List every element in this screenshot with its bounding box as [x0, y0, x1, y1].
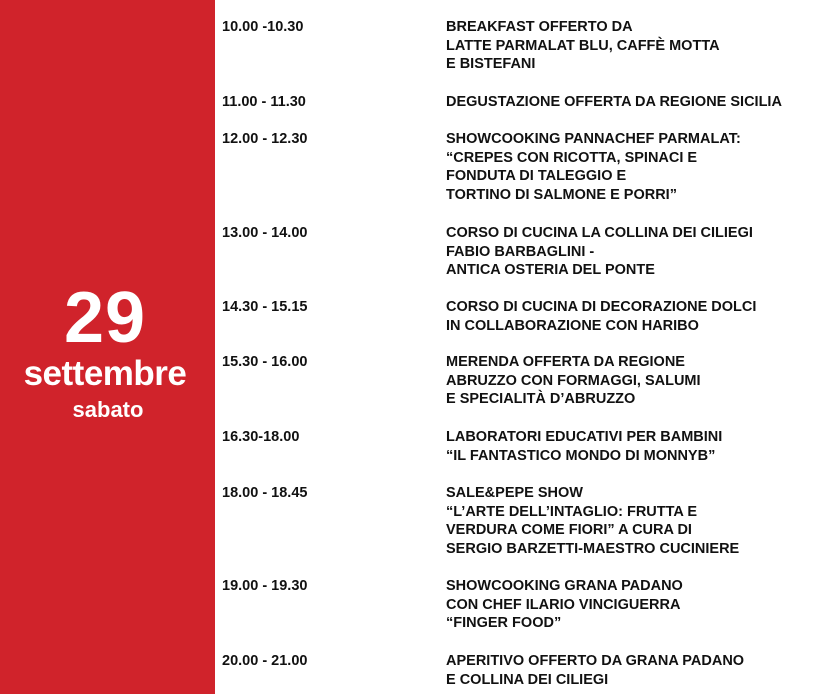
schedule-description	[446, 577, 820, 633]
description-line: LATTE PARMALAT BLU, CAFFÈ MOTTA	[446, 37, 720, 54]
description-line: “CREPES CON RICOTTA, SPINACI E	[446, 149, 698, 166]
schedule-time: 11.00 - 11.30	[222, 94, 306, 110]
schedule-time: 14.30 - 15.15	[222, 299, 308, 315]
description-line: DEGUSTAZIONE OFFERTA DA REGIONE SICILIA	[446, 94, 782, 110]
description-line: E COLLINA DEI CILIEGI	[446, 671, 609, 688]
schedule-description	[446, 428, 820, 465]
description-line: CON CHEF ILARIO VINCIGUERRA	[446, 596, 681, 613]
description-line: SHOWCOOKING GRANA PADANO	[446, 578, 683, 594]
description-line: LABORATORI EDUCATIVI PER BAMBINI	[446, 429, 723, 445]
description-line: SHOWCOOKING PANNACHEF PARMALAT:	[446, 131, 741, 147]
description-line: FONDUTA DI TALEGGIO E	[446, 168, 627, 184]
description-line: “L’ARTE DELL’INTAGLIO: FRUTTA E	[446, 503, 698, 520]
description-line: ABRUZZO CON FORMAGGI, SALUMI	[446, 372, 701, 389]
schedule-description	[446, 484, 820, 558]
description-line: ANTICA OSTERIA DEL PONTE	[446, 262, 655, 278]
schedule-description	[446, 652, 820, 689]
description-line: SALE&PEPE SHOW	[446, 485, 583, 501]
description-line: E BISTEFANI	[446, 56, 536, 72]
schedule-time: 19.00 - 19.30	[222, 578, 308, 594]
description-line: CORSO DI CUCINA DI DECORAZIONE DOLCI	[446, 299, 757, 315]
schedule-description	[446, 130, 820, 204]
schedule-description	[446, 224, 820, 280]
day-number: 29	[63, 278, 147, 358]
schedule-description	[446, 298, 820, 335]
description-line: “FINGER FOOD”	[446, 615, 562, 631]
schedule-time: 12.00 - 12.30	[222, 131, 308, 147]
schedule-time: 18.00 - 18.45	[222, 485, 308, 501]
schedule-time: 20.00 - 21.00	[222, 653, 308, 669]
weekday-label: sabato	[72, 397, 144, 422]
description-line: APERITIVO OFFERTO DA GRANA PADANO	[446, 653, 745, 669]
description-line: CORSO DI CUCINA LA COLLINA DEI CILIEGI	[446, 225, 753, 241]
description-line: VERDURA COME FIORI” A CURA DI	[446, 522, 692, 538]
schedule-time: 16.30-18.00	[222, 429, 300, 445]
description-line: E SPECIALITÀ D’ABRUZZO	[446, 391, 636, 407]
schedule-description	[446, 18, 820, 74]
description-line: TORTINO DI SALMONE E PORRI”	[446, 186, 677, 203]
description-line: “IL FANTASTICO MONDO DI MONNYB”	[446, 447, 716, 464]
schedule-time: 10.00 -10.30	[222, 19, 304, 35]
schedule-time: 13.00 - 14.00	[222, 225, 308, 241]
schedule-time: 15.30 - 16.00	[222, 354, 308, 370]
description-line: MERENDA OFFERTA DA REGIONE	[446, 354, 685, 370]
schedule-description	[446, 353, 820, 409]
description-line: SERGIO BARZETTI-MAESTRO CUCINIERE	[446, 540, 740, 557]
description-line: BREAKFAST OFFERTO DA	[446, 19, 633, 35]
description-line: IN COLLABORAZIONE CON HARIBO	[446, 317, 699, 334]
month-label: settembre	[23, 354, 187, 393]
description-line: FABIO BARBAGLINI -	[446, 243, 595, 260]
schedule-description	[446, 93, 820, 112]
